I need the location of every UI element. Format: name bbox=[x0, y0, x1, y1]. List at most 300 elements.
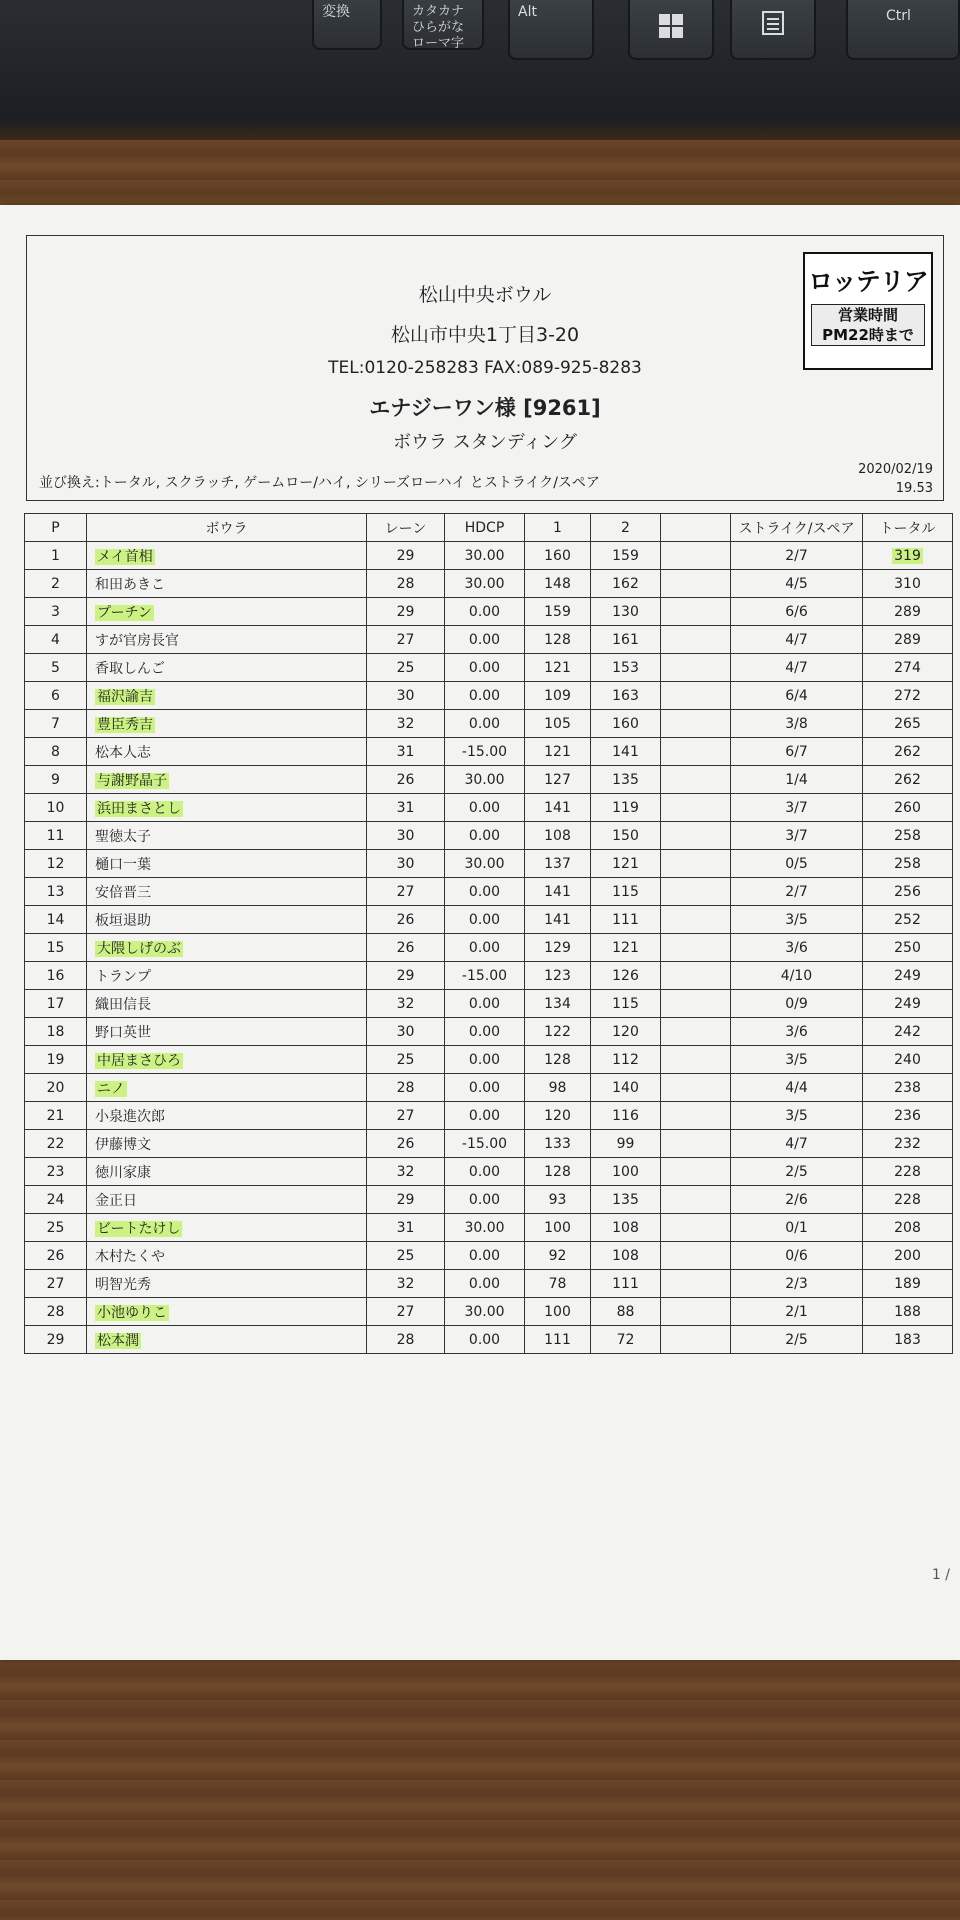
cell-game1-text: 93 bbox=[548, 1191, 567, 1208]
cell-strike-spare bbox=[731, 1214, 863, 1242]
cell-game1 bbox=[525, 850, 591, 878]
cell-hdcp-text: 0.00 bbox=[468, 603, 501, 620]
cell-total-text: 274 bbox=[894, 659, 921, 676]
cell-bowler-name-text: 福沢諭吉 bbox=[97, 688, 153, 705]
cell-game1-text: 122 bbox=[544, 1023, 571, 1040]
cell-lane-text: 26 bbox=[396, 1135, 415, 1152]
cell-game1-text: 159 bbox=[544, 603, 571, 620]
table-row bbox=[25, 766, 953, 794]
cell-position bbox=[25, 542, 87, 570]
cell-position bbox=[25, 1214, 87, 1242]
cell-game2-text: 100 bbox=[612, 1163, 639, 1180]
cell-position-text: 8 bbox=[51, 743, 60, 760]
cell-game2 bbox=[591, 1326, 661, 1354]
standings-table bbox=[24, 513, 953, 1354]
cell-game1-text: 105 bbox=[544, 715, 571, 732]
cell-position-text: 12 bbox=[46, 855, 65, 872]
cell-hdcp-text: 30.00 bbox=[464, 575, 505, 592]
cell-total-text: 258 bbox=[894, 827, 921, 844]
cell-total-text: 250 bbox=[894, 939, 921, 956]
ctrl-key bbox=[846, 0, 960, 60]
cell-strike-spare-text: 4/10 bbox=[780, 967, 813, 984]
cell-lane bbox=[367, 1130, 445, 1158]
cell-game1-text: 129 bbox=[544, 939, 571, 956]
cell-total-text: 262 bbox=[894, 771, 921, 788]
cell-bowler-name bbox=[87, 878, 367, 906]
cell-total bbox=[863, 990, 953, 1018]
cell-total-text: 258 bbox=[894, 855, 921, 872]
cell-bowler-name bbox=[87, 766, 367, 794]
cell-game2-text: 116 bbox=[612, 1107, 639, 1124]
cell-total bbox=[863, 962, 953, 990]
cell-hdcp-text: 0.00 bbox=[468, 995, 501, 1012]
table-row bbox=[25, 626, 953, 654]
cell-lane bbox=[367, 1018, 445, 1046]
cell-bowler-name bbox=[87, 738, 367, 766]
venue-name: 松山中央ボウル bbox=[418, 284, 552, 306]
cell-game2 bbox=[591, 906, 661, 934]
cell-bowler-name bbox=[87, 1158, 367, 1186]
cell-total-text: 262 bbox=[894, 743, 921, 760]
cell-total bbox=[863, 1074, 953, 1102]
cell-game1-text: 137 bbox=[544, 855, 571, 872]
cell-strike-spare-text: 4/5 bbox=[785, 575, 808, 592]
cell-lane bbox=[367, 1074, 445, 1102]
cell-blank bbox=[661, 1102, 731, 1130]
cell-game2-text: 115 bbox=[612, 995, 639, 1012]
cell-game1-text: 141 bbox=[544, 799, 571, 816]
cell-game1 bbox=[525, 542, 591, 570]
cell-position bbox=[25, 654, 87, 682]
cell-hdcp-text: 0.00 bbox=[468, 715, 501, 732]
cell-position bbox=[25, 1158, 87, 1186]
cell-hdcp-text: 0.00 bbox=[468, 1191, 501, 1208]
cell-hdcp-text: 0.00 bbox=[468, 659, 501, 676]
cell-lane bbox=[367, 570, 445, 598]
cell-position bbox=[25, 1298, 87, 1326]
cell-position-text: 24 bbox=[46, 1191, 65, 1208]
cell-game2-text: 153 bbox=[612, 659, 639, 676]
cell-game2 bbox=[591, 626, 661, 654]
cell-lane bbox=[367, 934, 445, 962]
table-row bbox=[25, 1130, 953, 1158]
cell-position-text: 1 bbox=[51, 547, 60, 564]
cell-strike-spare bbox=[731, 766, 863, 794]
table-row bbox=[25, 1186, 953, 1214]
cell-total-text: 260 bbox=[894, 799, 921, 816]
cell-game2 bbox=[591, 822, 661, 850]
cell-lane-text: 28 bbox=[396, 575, 415, 592]
cell-game1 bbox=[525, 1046, 591, 1074]
table-row bbox=[25, 962, 953, 990]
cell-total-text: 319 bbox=[894, 547, 921, 564]
cell-bowler-name-text: 金正日 bbox=[95, 1192, 137, 1209]
cell-hdcp-text: 0.00 bbox=[468, 1079, 501, 1096]
cell-strike-spare bbox=[731, 1326, 863, 1354]
cell-total bbox=[863, 654, 953, 682]
cell-game2 bbox=[591, 598, 661, 626]
cell-lane bbox=[367, 1270, 445, 1298]
cell-strike-spare-text: 2/5 bbox=[785, 1163, 808, 1180]
cell-strike-spare bbox=[731, 1074, 863, 1102]
cell-total bbox=[863, 878, 953, 906]
cell-bowler-name bbox=[87, 682, 367, 710]
cell-strike-spare bbox=[731, 1242, 863, 1270]
cell-game1 bbox=[525, 1102, 591, 1130]
cell-game2 bbox=[591, 738, 661, 766]
cell-blank bbox=[661, 906, 731, 934]
cell-blank bbox=[661, 934, 731, 962]
cell-hdcp-text: 30.00 bbox=[464, 1219, 505, 1236]
cell-blank bbox=[661, 654, 731, 682]
cell-position-text: 25 bbox=[46, 1219, 65, 1236]
cell-game1 bbox=[525, 626, 591, 654]
cell-position bbox=[25, 990, 87, 1018]
cell-total-text: 310 bbox=[894, 575, 921, 592]
cell-blank bbox=[661, 962, 731, 990]
cell-total-text: 228 bbox=[894, 1191, 921, 1208]
cell-bowler-name-text: 木村たくや bbox=[95, 1248, 165, 1265]
cell-game2 bbox=[591, 962, 661, 990]
cell-strike-spare-text: 2/3 bbox=[785, 1275, 808, 1292]
cell-lane bbox=[367, 626, 445, 654]
cell-strike-spare bbox=[731, 710, 863, 738]
cell-total-text: 238 bbox=[894, 1079, 921, 1096]
cell-game1-text: 141 bbox=[544, 911, 571, 928]
cell-hdcp-text: 0.00 bbox=[468, 939, 501, 956]
cell-game2 bbox=[591, 794, 661, 822]
cell-position bbox=[25, 906, 87, 934]
cell-game2-text: 135 bbox=[612, 771, 639, 788]
cell-hdcp-text: 0.00 bbox=[468, 631, 501, 648]
cell-game2-text: 112 bbox=[612, 1051, 639, 1068]
cell-lane bbox=[367, 822, 445, 850]
table-row bbox=[25, 738, 953, 766]
cell-game2 bbox=[591, 682, 661, 710]
cell-lane bbox=[367, 962, 445, 990]
cell-lane-text: 25 bbox=[396, 1051, 415, 1068]
cell-game1 bbox=[525, 878, 591, 906]
cell-game2 bbox=[591, 766, 661, 794]
cell-hdcp-text: 0.00 bbox=[468, 1247, 501, 1264]
cell-bowler-name-text: 樋口一葉 bbox=[95, 856, 151, 873]
cell-bowler-name-text: ニノ bbox=[97, 1080, 125, 1097]
cell-strike-spare-text: 0/1 bbox=[785, 1219, 808, 1236]
table-row bbox=[25, 1326, 953, 1354]
cell-strike-spare-text: 3/7 bbox=[785, 799, 808, 816]
cell-game1 bbox=[525, 934, 591, 962]
cell-game2 bbox=[591, 654, 661, 682]
cell-strike-spare-text: 0/5 bbox=[785, 855, 808, 872]
henkan-key-label: 変換 bbox=[322, 4, 350, 20]
cell-hdcp-text: 0.00 bbox=[468, 799, 501, 816]
cell-bowler-name bbox=[87, 654, 367, 682]
cell-bowler-name-text: 大隈しげのぶ bbox=[97, 940, 181, 957]
cell-strike-spare-text: 4/7 bbox=[785, 659, 808, 676]
table-row bbox=[25, 1046, 953, 1074]
cell-total bbox=[863, 570, 953, 598]
cell-blank bbox=[661, 766, 731, 794]
cell-hdcp bbox=[445, 1242, 525, 1270]
cell-total bbox=[863, 794, 953, 822]
cell-lane bbox=[367, 654, 445, 682]
cell-game2-text: 111 bbox=[612, 911, 639, 928]
cell-game1 bbox=[525, 766, 591, 794]
cell-strike-spare-text: 2/7 bbox=[785, 547, 808, 564]
cell-blank bbox=[661, 1270, 731, 1298]
table-row bbox=[25, 682, 953, 710]
cell-hdcp bbox=[445, 1270, 525, 1298]
cell-total bbox=[863, 1298, 953, 1326]
cell-hdcp bbox=[445, 1018, 525, 1046]
cell-strike-spare bbox=[731, 1298, 863, 1326]
cell-bowler-name-text: 香取しんご bbox=[95, 660, 165, 677]
cell-total bbox=[863, 850, 953, 878]
cell-game1 bbox=[525, 654, 591, 682]
cell-total bbox=[863, 542, 953, 570]
cell-game1-text: 121 bbox=[544, 743, 571, 760]
cell-total bbox=[863, 1130, 953, 1158]
cell-game2-text: 135 bbox=[612, 1191, 639, 1208]
cell-bowler-name bbox=[87, 1130, 367, 1158]
cell-bowler-name bbox=[87, 794, 367, 822]
ad-logo: ロッテリア bbox=[808, 267, 928, 296]
table-row bbox=[25, 1298, 953, 1326]
cell-hdcp bbox=[445, 710, 525, 738]
cell-position bbox=[25, 1130, 87, 1158]
cell-position bbox=[25, 710, 87, 738]
cell-total bbox=[863, 1018, 953, 1046]
cell-hdcp bbox=[445, 990, 525, 1018]
cell-game1 bbox=[525, 682, 591, 710]
cell-game1-text: 160 bbox=[544, 547, 571, 564]
cell-lane bbox=[367, 542, 445, 570]
table-row bbox=[25, 850, 953, 878]
cell-position-text: 7 bbox=[51, 715, 60, 732]
cell-strike-spare bbox=[731, 1046, 863, 1074]
cell-hdcp bbox=[445, 1186, 525, 1214]
table-row bbox=[25, 1074, 953, 1102]
cell-strike-spare bbox=[731, 990, 863, 1018]
cell-position bbox=[25, 738, 87, 766]
cell-lane-text: 30 bbox=[396, 687, 415, 704]
cell-position-text: 26 bbox=[46, 1247, 65, 1264]
cell-hdcp-text: 0.00 bbox=[468, 687, 501, 704]
cell-bowler-name-text: 小泉進次郎 bbox=[95, 1108, 165, 1125]
cell-blank bbox=[661, 1214, 731, 1242]
cell-game1-text: 148 bbox=[544, 575, 571, 592]
cell-strike-spare-text: 4/7 bbox=[785, 631, 808, 648]
cell-game2-text: 162 bbox=[612, 575, 639, 592]
sort-description: 並び換え:トータル, スクラッチ, ゲームロー/ハイ, シリーズローハイ とストライク/スペア bbox=[39, 475, 600, 491]
cell-blank bbox=[661, 1326, 731, 1354]
col-lane: レーン bbox=[367, 514, 445, 542]
cell-strike-spare bbox=[731, 1270, 863, 1298]
cell-total-text: 249 bbox=[894, 967, 921, 984]
cell-bowler-name-text: トランプ bbox=[95, 968, 151, 985]
cell-hdcp-text: 30.00 bbox=[464, 771, 505, 788]
cell-position-text: 29 bbox=[46, 1331, 65, 1348]
lotteria-ad bbox=[803, 252, 933, 370]
cell-game1 bbox=[525, 1018, 591, 1046]
venue-address: 松山市中央1丁目3-20 bbox=[390, 324, 580, 346]
ad-hours-label: 営業時間 bbox=[837, 306, 898, 324]
cell-hdcp bbox=[445, 1326, 525, 1354]
col-total: トータル bbox=[863, 514, 953, 542]
cell-bowler-name-text: 徳川家康 bbox=[95, 1164, 151, 1181]
cell-strike-spare-text: 1/4 bbox=[785, 771, 808, 788]
cell-bowler-name-text: 豊臣秀吉 bbox=[97, 716, 153, 733]
cell-bowler-name bbox=[87, 934, 367, 962]
cell-blank bbox=[661, 1242, 731, 1270]
cell-lane-text: 28 bbox=[396, 1079, 415, 1096]
cell-game2 bbox=[591, 1130, 661, 1158]
cell-game1 bbox=[525, 794, 591, 822]
cell-bowler-name bbox=[87, 1298, 367, 1326]
cell-total bbox=[863, 682, 953, 710]
cell-game2-text: 160 bbox=[612, 715, 639, 732]
cell-position-text: 3 bbox=[51, 603, 60, 620]
cell-game1 bbox=[525, 962, 591, 990]
cell-total-text: 289 bbox=[894, 631, 921, 648]
cell-lane bbox=[367, 794, 445, 822]
cell-lane-text: 26 bbox=[396, 939, 415, 956]
cell-lane-text: 29 bbox=[396, 967, 415, 984]
cell-hdcp-text: -15.00 bbox=[461, 743, 508, 760]
cell-strike-spare bbox=[731, 850, 863, 878]
cell-bowler-name bbox=[87, 990, 367, 1018]
table-header-row bbox=[25, 514, 953, 542]
cell-game1-text: 133 bbox=[544, 1135, 571, 1152]
cell-hdcp bbox=[445, 1102, 525, 1130]
cell-total bbox=[863, 1242, 953, 1270]
table-row bbox=[25, 710, 953, 738]
cell-game2-text: 121 bbox=[612, 939, 639, 956]
cell-position-text: 22 bbox=[46, 1135, 65, 1152]
cell-strike-spare bbox=[731, 682, 863, 710]
cell-game2-text: 111 bbox=[612, 1275, 639, 1292]
cell-bowler-name bbox=[87, 906, 367, 934]
cell-lane-text: 29 bbox=[396, 603, 415, 620]
cell-position bbox=[25, 598, 87, 626]
cell-lane-text: 32 bbox=[396, 995, 415, 1012]
cell-strike-spare bbox=[731, 1130, 863, 1158]
cell-bowler-name-text: 板垣退助 bbox=[95, 912, 151, 929]
cell-game2-text: 72 bbox=[616, 1331, 635, 1348]
cell-lane-text: 27 bbox=[396, 1303, 415, 1320]
cell-bowler-name-text: 聖徳太子 bbox=[95, 828, 151, 845]
cell-game2-text: 141 bbox=[612, 743, 639, 760]
table-row bbox=[25, 822, 953, 850]
table-row bbox=[25, 1018, 953, 1046]
cell-strike-spare bbox=[731, 598, 863, 626]
cell-position bbox=[25, 878, 87, 906]
cell-game2-text: 163 bbox=[612, 687, 639, 704]
cell-strike-spare bbox=[731, 822, 863, 850]
cell-total bbox=[863, 1102, 953, 1130]
col-bowler: ボウラ bbox=[87, 514, 367, 542]
cell-game2-text: 99 bbox=[616, 1135, 635, 1152]
cell-strike-spare-text: 3/5 bbox=[785, 911, 808, 928]
cell-position-text: 13 bbox=[46, 883, 65, 900]
cell-hdcp bbox=[445, 878, 525, 906]
table-row bbox=[25, 1214, 953, 1242]
cell-game2 bbox=[591, 1270, 661, 1298]
cell-hdcp-text: 30.00 bbox=[464, 547, 505, 564]
cell-game2-text: 161 bbox=[612, 631, 639, 648]
cell-game2 bbox=[591, 1186, 661, 1214]
windows-key bbox=[628, 0, 714, 60]
cell-position bbox=[25, 1186, 87, 1214]
report-datetime bbox=[858, 460, 933, 498]
cell-total-text: 232 bbox=[894, 1135, 921, 1152]
cell-lane-text: 25 bbox=[396, 1247, 415, 1264]
cell-position-text: 2 bbox=[51, 575, 60, 592]
cell-total bbox=[863, 1046, 953, 1074]
col-game2: 2 bbox=[591, 514, 661, 542]
cell-total-text: 242 bbox=[894, 1023, 921, 1040]
cell-blank bbox=[661, 878, 731, 906]
cell-game2 bbox=[591, 878, 661, 906]
report-date: 2020/02/19 bbox=[858, 462, 933, 477]
cell-hdcp-text: 0.00 bbox=[468, 911, 501, 928]
col-game1: 1 bbox=[525, 514, 591, 542]
cell-bowler-name bbox=[87, 1074, 367, 1102]
cell-lane-text: 29 bbox=[396, 547, 415, 564]
cell-strike-spare bbox=[731, 906, 863, 934]
cell-strike-spare-text: 6/4 bbox=[785, 687, 808, 704]
cell-position-text: 27 bbox=[46, 1275, 65, 1292]
table-row bbox=[25, 570, 953, 598]
cell-total-text: 236 bbox=[894, 1107, 921, 1124]
cell-hdcp bbox=[445, 570, 525, 598]
windows-icon bbox=[657, 12, 685, 40]
cell-hdcp-text: 30.00 bbox=[464, 855, 505, 872]
cell-game2-text: 115 bbox=[612, 883, 639, 900]
cell-bowler-name bbox=[87, 1046, 367, 1074]
cell-game2 bbox=[591, 990, 661, 1018]
cell-game2 bbox=[591, 710, 661, 738]
cell-hdcp bbox=[445, 1074, 525, 1102]
cell-hdcp bbox=[445, 1158, 525, 1186]
cell-game2 bbox=[591, 1102, 661, 1130]
cell-game2-text: 121 bbox=[612, 855, 639, 872]
cell-bowler-name-text: 和田あきこ bbox=[95, 576, 165, 593]
cell-game1 bbox=[525, 1130, 591, 1158]
cell-total bbox=[863, 626, 953, 654]
cell-bowler-name bbox=[87, 598, 367, 626]
cell-game1 bbox=[525, 906, 591, 934]
cell-game1 bbox=[525, 990, 591, 1018]
col-blank bbox=[661, 514, 731, 542]
cell-blank bbox=[661, 1130, 731, 1158]
cell-strike-spare bbox=[731, 962, 863, 990]
cell-blank bbox=[661, 1158, 731, 1186]
cell-game1-text: 92 bbox=[548, 1247, 567, 1264]
cell-lane-text: 28 bbox=[396, 1331, 415, 1348]
cell-strike-spare-text: 3/5 bbox=[785, 1107, 808, 1124]
cell-game2-text: 119 bbox=[612, 799, 639, 816]
cell-strike-spare-text: 2/7 bbox=[785, 883, 808, 900]
cell-hdcp bbox=[445, 766, 525, 794]
cell-lane-text: 27 bbox=[396, 883, 415, 900]
cell-game2 bbox=[591, 1214, 661, 1242]
venue-contact: TEL:0120-258283 FAX:089-925-8283 bbox=[328, 358, 642, 378]
cell-hdcp bbox=[445, 542, 525, 570]
cell-total bbox=[863, 1326, 953, 1354]
cell-total-text: 240 bbox=[894, 1051, 921, 1068]
cell-position bbox=[25, 794, 87, 822]
